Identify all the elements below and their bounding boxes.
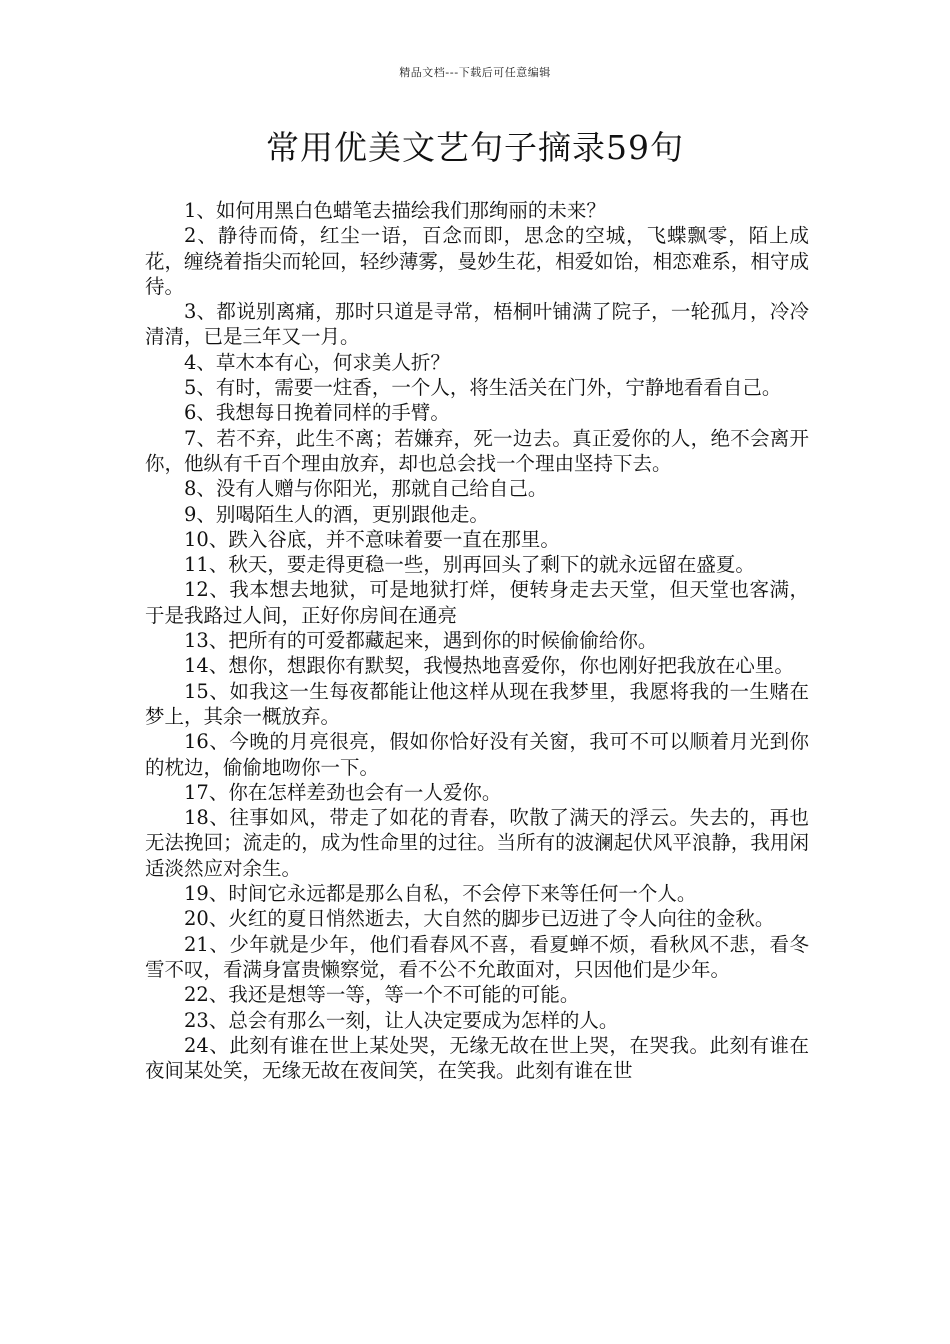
sentence-paragraph: 5、有时，需要一炷香，一个人，将生活关在门外，宁静地看看自己。 [184, 376, 782, 400]
sentence-paragraph: 10、跌入谷底，并不意味着要一直在那里。 [184, 527, 560, 551]
page-header: 精品文档---下载后可任意编辑 [399, 66, 551, 79]
sentence-paragraph: 4、草木本有心，何求美人折？ [184, 350, 450, 374]
sentence-paragraph: 12、我本想去地狱，可是地狱打烊，便转身走去天堂，但天堂也客满，于是我路过人间，正好你房间在通亮 [145, 578, 809, 627]
sentence-paragraph: 7、若不弃，此生不离；若嫌弃，死一边去。真正爱你的人，绝不会离开你，他纵有千百个理由放弃，却也总会找一个理由坚持下去。 [145, 426, 809, 475]
document-title: 常用优美文艺句子摘录59句 [266, 128, 684, 167]
sentence-paragraph: 6、我想每日挽着同样的手臂。 [184, 401, 450, 425]
sentence-paragraph: 15、如我这一生每夜都能让他这样从现在我梦里，我愿将我的一生赌在梦上，其余一概放弃。 [145, 679, 809, 728]
sentence-paragraph: 18、往事如风，带走了如花的青春，吹散了满天的浮云。失去的，再也无法挽回；流走的，成为性命里的过往。当所有的波澜起伏风平浪静，我用闲适淡然应对余生。 [145, 806, 809, 880]
sentence-paragraph: 22、我还是想等一等，等一个不可能的可能。 [184, 983, 580, 1007]
sentence-paragraph: 11、秋天，要走得更稳一些，别再回头了剩下的就永远留在盛夏。 [184, 553, 755, 577]
document-body [145, 198, 809, 1083]
sentence-paragraph: 14、想你，想跟你有默契，我慢热地喜爱你，你也刚好把我放在心里。 [184, 654, 794, 678]
sentence-paragraph: 17、你在怎样差劲也会有一人爱你。 [184, 780, 502, 804]
sentence-paragraph: 13、把所有的可爱都藏起来，遇到你的时候偷偷给你。 [184, 629, 658, 653]
sentence-paragraph: 1、如何用黑白色蜡笔去描绘我们那绚丽的未来？ [184, 199, 606, 222]
sentence-paragraph: 2、静待而倚，红尘一语，百念而即，思念的空城，飞蝶飘零，陌上成花，缠绕着指尖而轮回，轻纱薄雾，曼妙生花，相爱如饴，相恋难系，相守成待。 [145, 224, 809, 298]
sentence-paragraph: 19、时间它永远都是那么自私，不会停下来等任何一个人。 [184, 882, 697, 906]
sentence-paragraph: 20、火红的夏日悄然逝去，大自然的脚步已迈进了令人向往的金秋。 [184, 907, 775, 931]
sentence-paragraph: 3、都说别离痛，那时只道是寻常，梧桐叶铺满了院子，一轮孤月，冷冷清清，已是三年又一月。 [145, 300, 809, 349]
sentence-paragraph: 23、总会有那么一刻，让人决定要成为怎样的人。 [184, 1008, 619, 1032]
sentence-paragraph: 8、没有人赠与你阳光，那就自己给自己。 [184, 477, 548, 501]
sentence-paragraph: 24、此刻有谁在世上某处哭，无缘无故在世上哭，在哭我。此刻有谁在夜间某处笑，无缘无故在夜间笑，在笑我。此刻有谁在世 [145, 1033, 809, 1083]
sentence-paragraph: 9、别喝陌生人的酒，更别跟他走。 [184, 502, 489, 526]
sentence-paragraph: 21、少年就是少年，他们看春风不喜，看夏蝉不烦，看秋风不悲，看冬雪不叹，看满身富贵懒察觉，看不公不允敢面对，只因他们是少年。 [145, 932, 809, 981]
sentence-paragraph: 16、今晚的月亮很亮，假如你恰好没有关窗，我可不可以顺着月光到你的枕边，偷偷地吻你一下。 [145, 730, 809, 779]
